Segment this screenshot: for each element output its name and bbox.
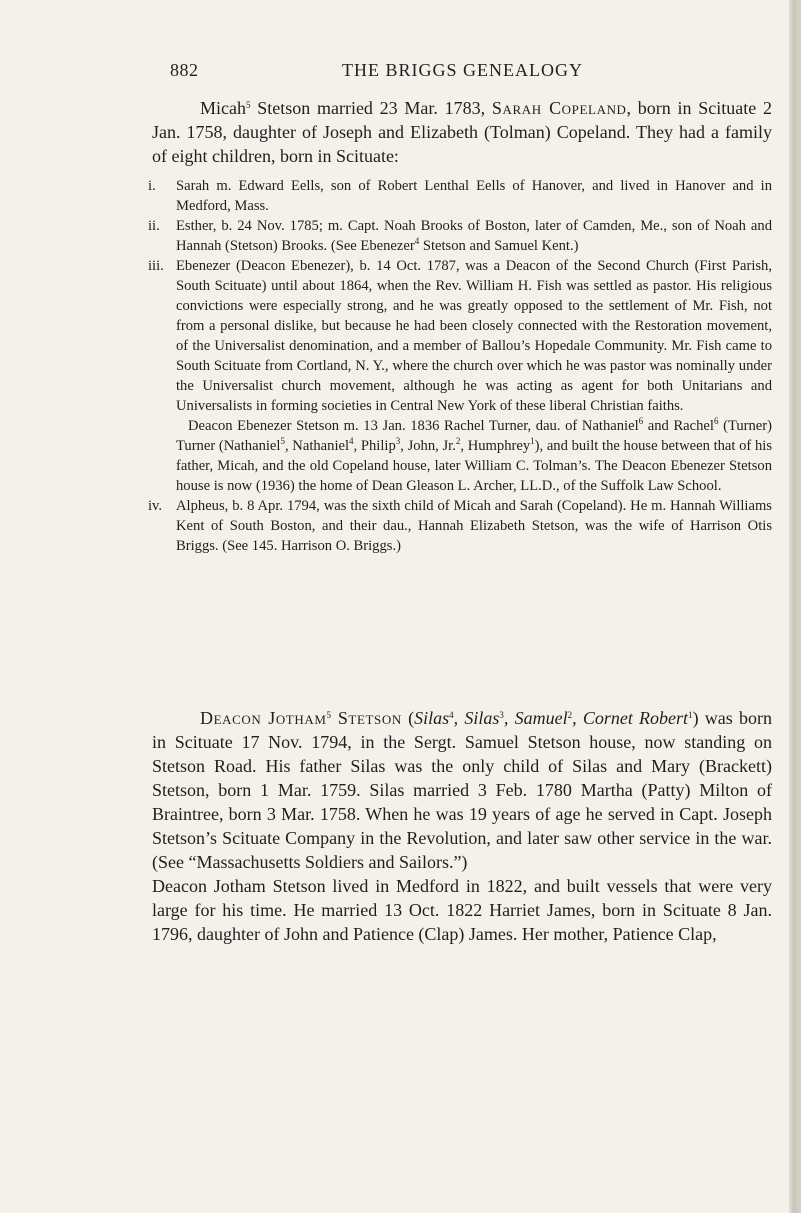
- intro-gen: 5: [245, 100, 251, 110]
- intro-paragraph: [152, 96, 772, 168]
- jotham-paragraph: Deacon Jotham$^5$ Stetson (Silas$^4$, Silas$^3$, Samuel$^2$, Cornet Robert$^1$) was born in Scituate 17 Nov. 1794, in the Sergt. Samuel Stetson house, now standing on Stetson Road. His father Silas was the only child of Silas and Mary (Brackett) Stetson, born 1 Mar. 1759. Silas married 3 Feb. 1780 Martha (Patty) Milton of Braintree, born 3 Mar. 1758. When he was 19 years of age he served in Capt. Joseph Stetson’s Scituate Company in the Revolution, and later saw other service in the war. (See “Massachusetts Soldiers and Sailors.”): [152, 708, 773, 872]
- intro-text: Stetson married 23 Mar. 1783,: [250, 98, 492, 118]
- list-item-number: ii.: [148, 218, 160, 234]
- page-header: [170, 60, 761, 86]
- list-item: [148, 176, 772, 216]
- jotham-name: Deacon Jotham: [200, 708, 327, 728]
- list-item-number: iv.: [148, 498, 163, 514]
- list-item: [148, 256, 772, 496]
- page-edge-shadow: [789, 0, 801, 1213]
- children-list: [148, 176, 772, 556]
- intro-wife: Sarah Copeland: [491, 98, 627, 118]
- page-number: 882: [170, 60, 199, 80]
- intro-name: Micah: [200, 98, 246, 118]
- list-item-sup: 4: [414, 236, 420, 246]
- list-item: [148, 496, 772, 556]
- list-item: [148, 216, 772, 256]
- list-item-text: Ebenezer (Deacon Ebenezer), b. 14 Oct. 1787, was a Deacon of the Second Church (First Parish, South Scituate) until about 1864, when the Rev. William H. Fish was settled as pastor. His religious convictions were especially strong, and he was greatly opposed to the settlement of Mr. Fish, not from a personal dislike, but because he had been closely connected with the Restoration movement, of the Universalist denomination, and a member of Ballou’s Hopedale Community. Mr. Fish came to South Scituate from Cortland, N. Y., where the church over which he was pastor was nominally under the Universalist church movement, although he was acting as agent for both Unitarians and Universalists in forming societies in Central New York of these liberal Christian faiths.: [176, 258, 772, 414]
- jotham-paragraph-2: Deacon Jotham Stetson lived in Medford in 1822, and built vessels that were very large for his time. He married 13 Oct. 1822 Harriet James, born in Scituate 8 Jan. 1796, daughter of John and Patience (Clap) James. Her mother, Patience Clap,: [152, 876, 772, 944]
- list-item-text: Stetson and Samuel Kent.): [419, 238, 579, 254]
- list-item-number: i.: [148, 178, 156, 194]
- jotham-section: [152, 706, 772, 946]
- list-item-number: iii.: [148, 258, 164, 274]
- ebenezer-marriage: Deacon Ebenezer Stetson m. 13 Jan. 1836 Rachel Turner, dau. of Nathaniel$^6$ and Rachel$^6$ (Turner) Turner (Nathaniel$^5$, Nathaniel$^4$, Philip$^3$, John, Jr.$^2$, Humphrey$^1$), and built the house between that of his father, Micah, and the old Copeland house, later William C. Tolman’s. The Deacon Ebenezer Stetson house is now (1936) the home of Dean Gleason L. Archer, LL.D., of the Suffolk Law School.: [176, 416, 773, 494]
- list-item-text: Alpheus, b. 8 Apr. 1794, was the sixth child of Micah and Sarah (Copeland). He m. Hannah Williams Kent of South Boston, and their dau., Hannah Elizabeth Stetson, was the wife of Harrison Otis Briggs. (See 145. Harrison O. Briggs.): [176, 498, 772, 554]
- list-item-text: Esther, b. 24 Nov. 1785; m. Capt. Noah Brooks of Boston, later of Camden, Me., son of Noah and Hannah (Stetson) Brooks. (See Ebenezer: [176, 218, 772, 254]
- running-head: THE BRIGGS GENEALOGY: [342, 60, 583, 80]
- intro-text-2: , born in Scituate 2 Jan. 1758, daughter of Joseph and Elizabeth (Tolman) Copeland. They had a family of eight children, born in Scituate:: [152, 98, 772, 166]
- list-item-text: Sarah m. Edward Eells, son of Robert Lenthal Eells of Hanover, and lived in Hanover and in Medford, Mass.: [176, 178, 772, 214]
